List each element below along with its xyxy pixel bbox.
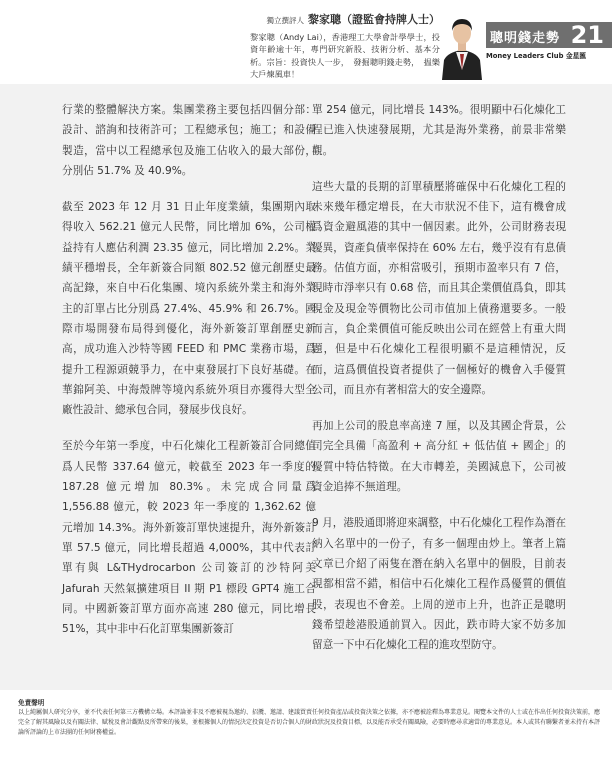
club-name: Money Leaders Club 金星匯 (486, 52, 587, 60)
author-name: 黎家聰（證監會持牌人士） (308, 13, 440, 26)
author-title (250, 14, 440, 28)
column-badge (486, 22, 612, 48)
article-left-column (62, 100, 316, 655)
author-byline (250, 14, 440, 81)
page-header (0, 0, 612, 84)
author-label: 獨立撰評人 (266, 16, 304, 25)
paragraph: 至於今年第一季度，中石化煉化工程新簽訂合同總值爲人民幣 337.64 億元，較截至 2023 年一季度的 187.28 億元增加 80.3%。未完成合同量爲 1,556.88 億元，較 2023 年一季度的 1,362.62 億元增加 14.3%。海外新簽訂單快速提升，海外新簽訂單 57.5 億元，同比增長超過 4,000%，其中代表訂單有與 L&THydrocarbon 公司簽訂的沙特阿美 Jafurah 天然氣擴建項目 II 期 P1 標段 GPT4 施工合同。中國新簽訂單方面亦高速 280 億元，同比增長 51%，其中非中石化訂單集團新簽訂 (62, 440, 316, 636)
paragraph: 截至 2023 年 12 月 31 日止年度業績，集團期內取得收入 562.21 億元人民幣，同比增加 6%，公司權益持有人應佔利潤 23.35 億元，同比增加 2.2%。業績平穩增長，全年新簽合同額 802.52 億元創歷史最高記錄，來自中石化集團、境內系統外業主和海外業主的訂單占比分別爲 27.4%、45.9% 和 26.7%。國際市場開發布局得到優化，海外新簽訂單創歷史新高，成功進入沙特等國 FEED 和 PMC 業務市場，爲提升工程源頭競爭力，在中東發展打下良好基礎。在華錦阿美、中海殼牌等境內系統外項目亦獲得大型全廠性設計、總承包合同，發展步伐良好。 (62, 201, 316, 417)
disclaimer-text: 以上純屬個人研究分享，並不代表任何第三方機構立場。本評論並非及不應被視為邀約、招攬、邀請、建議買賣任何投資產品或投資決策之依據，亦不應被詮釋為專業意見。閱覽本文件的人士或在作出任何投資決策前，應完全了解其風險以及有關法律、賦稅及會計觀點及所帶來的後果，並根據個人的情況決定投資是否切合個人的財政狀況及投資目標，以及能否承受有關風險，必要時應尋求適當的專業意見。本人或其有聯繫者並未持有本評論所評論的上市法團的任何財務權益。 (18, 709, 601, 736)
paragraph: 9 月，港股通即將迎來調整，中石化煉化工程作為潛在納入名單中的一份子，有多一個理由炒上。筆者上篇文章已介紹了兩隻在潛在納入名單中的個股，目前表現都相當不錯，相信中石化煉化工程作爲優質的價值股，表現也不會差。上周的逆市上升，也許正是聰明錢希望趁港股通前買入。因此，跌市時大家不妨多加留意一下中石化煉化工程的進攻型防守。 (312, 517, 566, 652)
disclaimer-title: 免責聲明 (18, 699, 45, 707)
page-number: 21 (570, 21, 604, 49)
paragraph: 這些大量的長期的訂單積壓將確保中石化煉化工程的未來幾年穩定增長，在大市狀況不佳下，這有機會成爲資金避風港的其中一個因素。此外，公司財務表現優異，資產負債率保持在 60% 左右，幾乎沒有有息債務。估值方面，亦相當吸引，預期市盈率只有 7 倍，現時市淨率只有 0.68 倍，而且其企業價值爲負，即其現金及現金等價物比公司市值加上債務還要多。一般而言，負企業價值可能反映出公司在經營上有重大問題，但是中石化煉化工程很明顯不是這種情況，反而，這爲價值投資者提供了一個極好的機會入手優質公司，而且亦有著相當大的安全邊際。 (312, 180, 566, 396)
column-name: 聰明錢走勢 (490, 31, 561, 46)
disclaimer (18, 698, 600, 738)
article-right-column (312, 100, 566, 671)
author-photo (440, 8, 484, 80)
paragraph: 行業的整體解決方案。集團業務主要包括四個分部：設計、諮詢和技術許可；工程總承包；施工；和設備製造，當中以工程總承包及施工佔收入的最大部份，分別佔 51.7% 及 40.9%。 (62, 104, 316, 177)
paragraph: 單 254 億元，同比增長 143%。很明顯中石化煉化工程已進入快速發展期，尤其是海外業務，前景非常樂觀。 (312, 104, 566, 157)
author-intro: 黎家聰（Andy Lai），香港理工大學會計學學士，投資年齡逾十年，專門研究新股、技術分析、基本分析。宗旨：投資快人一步， 發掘聰明錢走勢， 揾樂大戶煉風車！ (250, 31, 440, 79)
paragraph: 再加上公司的股息率高達 7 厘，以及其國企背景，公司完全具備「高盈利 + 高分紅 + 低估值 + 國企」的優質中特估特徵。在大市轉差，美國減息下，公司被資金追捧不無道理。 (312, 420, 566, 494)
